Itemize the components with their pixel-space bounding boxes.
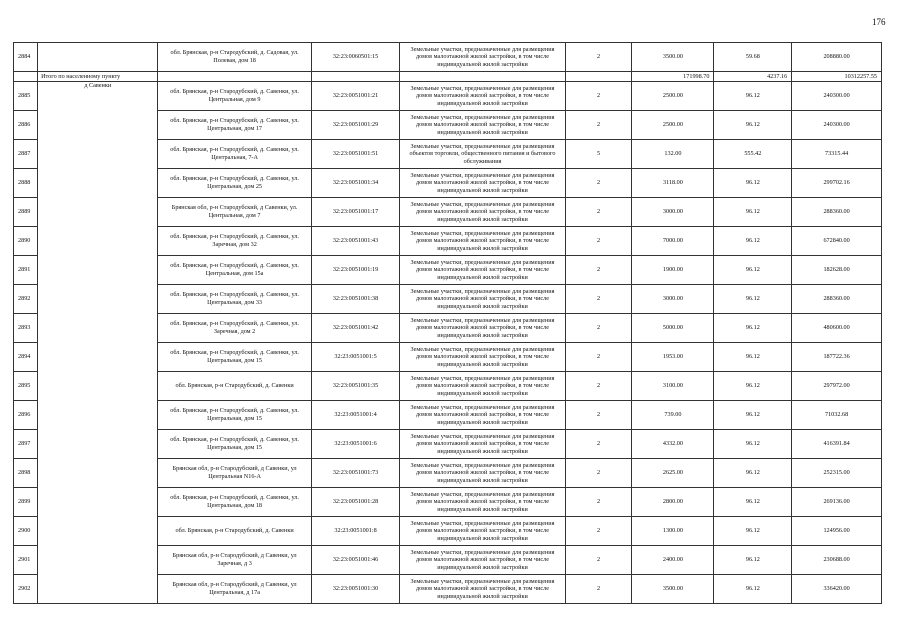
cadastral-number-cell: 32:23:0051001:42 [311, 314, 400, 343]
area-cell: 1953.00 [632, 343, 714, 372]
row-number: 2902 [14, 575, 38, 604]
value-cell: 240300.00 [792, 82, 882, 111]
purpose-cell: Земельные участки, предназначенные для размещения домов малоэтажной жилой застройки, в том числе индивидуальной жилой застройки [400, 401, 565, 430]
address-cell: Брянская обл, р-н Стародубский, д Савенки, ул. Центральная, дом 7 [158, 198, 311, 227]
value-cell: 416391.84 [792, 430, 882, 459]
cadastral-number-cell: 32:23:0051001:73 [311, 459, 400, 488]
value-cell: 480600.00 [792, 314, 882, 343]
address-cell: обл. Брянская, р-н Стародубский, д. Савенки, ул. Центральная, дом 15 [158, 401, 311, 430]
purpose-cell: Земельные участки, предназначенные для размещения домов малоэтажной жилой застройки, в том числе индивидуальной жилой застройки [400, 546, 565, 575]
locality-cell [38, 43, 158, 72]
row-number: 2886 [14, 111, 38, 140]
group-cell: 2 [565, 488, 632, 517]
address-cell: обл. Брянская, р-н Стародубский, д. Савенки, ул. Центральная, дом 33 [158, 285, 311, 314]
group-cell: 2 [565, 227, 632, 256]
rate-cell: 96.12 [714, 488, 792, 517]
group-cell: 2 [565, 43, 632, 72]
row-number: 2889 [14, 198, 38, 227]
row-number: 2894 [14, 343, 38, 372]
group-cell: 2 [565, 517, 632, 546]
total-label: Итого по населенному пункту [38, 72, 158, 82]
group-cell: 2 [565, 343, 632, 372]
cadastral-number-cell: 32:23:0051001:46 [311, 546, 400, 575]
value-cell: 269136.00 [792, 488, 882, 517]
value-cell: 187722.36 [792, 343, 882, 372]
rate-cell: 96.12 [714, 517, 792, 546]
cadastral-value-table [13, 42, 882, 604]
value-cell: 336420.00 [792, 575, 882, 604]
row-number: 2892 [14, 285, 38, 314]
total-empty-cell [400, 72, 565, 82]
rate-cell: 555.42 [714, 140, 792, 169]
group-cell: 2 [565, 285, 632, 314]
purpose-cell: Земельные участки, предназначенные для размещения домов малоэтажной жилой застройки, в том числе индивидуальной жилой застройки [400, 372, 565, 401]
page-number: 176 [872, 17, 886, 27]
purpose-cell: Земельные участки, предназначенные для размещения домов малоэтажной жилой застройки, в том числе индивидуальной жилой застройки [400, 227, 565, 256]
area-cell: 2400.00 [632, 546, 714, 575]
value-cell: 299702.16 [792, 169, 882, 198]
rate-cell: 96.12 [714, 372, 792, 401]
group-cell: 2 [565, 111, 632, 140]
total-empty-cell [311, 72, 400, 82]
address-cell: обл. Брянская, р-н Стародубский, д. Савенки, ул. Центральная, 7-А [158, 140, 311, 169]
rate-cell: 96.12 [714, 169, 792, 198]
purpose-cell: Земельные участки, предназначенные для размещения домов малоэтажной жилой застройки, в том числе индивидуальной жилой застройки [400, 459, 565, 488]
address-cell: обл. Брянская, р-н Стародубский, д. Савенки, ул. Центральная, дом 15а [158, 256, 311, 285]
value-cell: 71032.68 [792, 401, 882, 430]
table-row [14, 43, 882, 72]
value-cell: 240300.00 [792, 111, 882, 140]
row-number: 2887 [14, 140, 38, 169]
area-cell: 3500.00 [632, 575, 714, 604]
address-cell: обл. Брянская, р-н Стародубский, д. Савенки, ул. Центральная, дом 9 [158, 82, 311, 111]
value-cell: 208880.00 [792, 43, 882, 72]
rate-cell: 96.12 [714, 256, 792, 285]
rate-cell: 59.68 [714, 43, 792, 72]
row-number: 2888 [14, 169, 38, 198]
rate-cell: 96.12 [714, 459, 792, 488]
address-cell: обл. Брянская, р-н Стародубский, д. Савенки, ул. Заречная, дом 32 [158, 227, 311, 256]
area-cell: 739.00 [632, 401, 714, 430]
area-cell: 7000.00 [632, 227, 714, 256]
rate-cell: 96.12 [714, 82, 792, 111]
purpose-cell: Земельные участки, предназначенные для размещения домов малоэтажной жилой застройки, в том числе индивидуальной жилой застройки [400, 256, 565, 285]
row-number: 2891 [14, 256, 38, 285]
area-cell: 4332.00 [632, 430, 714, 459]
area-cell: 1300.00 [632, 517, 714, 546]
area-cell: 3118.00 [632, 169, 714, 198]
cadastral-number-cell: 32:23:0051001:35 [311, 372, 400, 401]
address-cell: обл. Брянская, р-н Стародубский, д. Садовая, ул. Полевая, дом 18 [158, 43, 311, 72]
cadastral-number-cell: 32:23:0051001:29 [311, 111, 400, 140]
cadastral-number-cell: 32:23:0051001:38 [311, 285, 400, 314]
purpose-cell: Земельные участки, предназначенные для размещения домов малоэтажной жилой застройки, в том числе индивидуальной жилой застройки [400, 517, 565, 546]
purpose-cell: Земельные участки, предназначенные для размещения домов малоэтажной жилой застройки, в том числе индивидуальной жилой застройки [400, 169, 565, 198]
total-area: 171998.70 [632, 72, 714, 82]
table-row [14, 82, 882, 111]
group-cell: 2 [565, 459, 632, 488]
group-cell: 2 [565, 169, 632, 198]
address-cell: обл. Брянская, р-н Стародубский, д. Савенки, ул. Центральная, дом 17 [158, 111, 311, 140]
value-cell: 288360.00 [792, 198, 882, 227]
cadastral-number-cell: 32:23:0051001:43 [311, 227, 400, 256]
area-cell: 1900.00 [632, 256, 714, 285]
row-number: 2895 [14, 372, 38, 401]
group-cell: 5 [565, 140, 632, 169]
area-cell: 5000.00 [632, 314, 714, 343]
value-cell: 297972.00 [792, 372, 882, 401]
group-cell: 2 [565, 314, 632, 343]
value-cell: 288360.00 [792, 285, 882, 314]
purpose-cell: Земельные участки, предназначенные для размещения домов малоэтажной жилой застройки, в том числе индивидуальной жилой застройки [400, 198, 565, 227]
total-empty-cell [565, 72, 632, 82]
rate-cell: 96.12 [714, 227, 792, 256]
row-number: 2884 [14, 43, 38, 72]
area-cell: 2800.00 [632, 488, 714, 517]
group-cell: 2 [565, 198, 632, 227]
rate-cell: 96.12 [714, 430, 792, 459]
row-number: 2900 [14, 517, 38, 546]
cadastral-number-cell: 32:23:0051001:8 [311, 517, 400, 546]
rate-cell: 96.12 [714, 401, 792, 430]
address-cell: обл. Брянская, р-н Стародубский, д. Савенки [158, 517, 311, 546]
purpose-cell: Земельные участки, предназначенные для размещения домов малоэтажной жилой застройки, в том числе индивидуальной жилой застройки [400, 285, 565, 314]
area-cell: 2500.00 [632, 82, 714, 111]
rate-cell: 96.12 [714, 285, 792, 314]
address-cell: обл. Брянская, р-н Стародубский, д. Савенки, ул. Центральная, дом 15 [158, 430, 311, 459]
cadastral-number-cell: 32:23:0060501:15 [311, 43, 400, 72]
purpose-cell: Земельные участки, предназначенные для размещения домов малоэтажной жилой застройки, в том числе индивидуальной жилой застройки [400, 82, 565, 111]
group-cell: 2 [565, 256, 632, 285]
address-cell: обл. Брянская, р-н Стародубский, д. Савенки, ул. Заречная, дом 2 [158, 314, 311, 343]
address-cell: обл. Брянская, р-н Стародубский, д. Савенки, ул. Центральная, дом 18 [158, 488, 311, 517]
purpose-cell: Земельные участки, предназначенные для размещения домов малоэтажной жилой застройки, в том числе индивидуальной жилой застройки [400, 488, 565, 517]
purpose-cell: Земельные участки, предназначенные для размещения домов малоэтажной жилой застройки, в том числе индивидуальной жилой застройки [400, 111, 565, 140]
rate-cell: 96.12 [714, 575, 792, 604]
rate-cell: 96.12 [714, 111, 792, 140]
row-number: 2885 [14, 82, 38, 111]
purpose-cell: Земельные участки, предназначенные для размещения домов малоэтажной жилой застройки, в том числе индивидуальной жилой застройки [400, 314, 565, 343]
value-cell: 252315.00 [792, 459, 882, 488]
group-cell: 2 [565, 575, 632, 604]
address-cell: обл. Брянская, р-н Стародубский, д. Савенки, ул. Центральная, дом 15 [158, 343, 311, 372]
row-number: 2898 [14, 459, 38, 488]
value-cell: 182628.00 [792, 256, 882, 285]
address-cell: обл. Брянская, р-н Стародубский, д. Савенки [158, 372, 311, 401]
area-cell: 132.00 [632, 140, 714, 169]
address-cell: Брянская обл, р-н Стародубский, д Савенки, ул Заречная, д 3 [158, 546, 311, 575]
rate-cell: 96.12 [714, 343, 792, 372]
address-cell: Брянская обл, р-н Стародубский, д Савенки, ул Центральная, д 17а [158, 575, 311, 604]
cadastral-number-cell: 32:23:0051001:51 [311, 140, 400, 169]
row-number: 2890 [14, 227, 38, 256]
value-cell: 124956.00 [792, 517, 882, 546]
row-number: 2893 [14, 314, 38, 343]
total-value: 10312257.55 [792, 72, 882, 82]
total-empty-cell [158, 72, 311, 82]
group-cell: 2 [565, 82, 632, 111]
cadastral-number-cell: 32:23:0051001:21 [311, 82, 400, 111]
address-cell: обл. Брянская, р-н Стародубский, д. Савенки, ул. Центральная, дом 25 [158, 169, 311, 198]
purpose-cell: Земельные участки, предназначенные для размещения объектов торговли, общественного питания и бытового обслуживания [400, 140, 565, 169]
purpose-cell: Земельные участки, предназначенные для размещения домов малоэтажной жилой застройки, в том числе индивидуальной жилой застройки [400, 43, 565, 72]
group-cell: 2 [565, 546, 632, 575]
purpose-cell: Земельные участки, предназначенные для размещения домов малоэтажной жилой застройки, в том числе индивидуальной жилой застройки [400, 575, 565, 604]
group-cell: 2 [565, 401, 632, 430]
cadastral-number-cell: 32:23:0051001:28 [311, 488, 400, 517]
group-cell: 2 [565, 372, 632, 401]
area-cell: 3500.00 [632, 43, 714, 72]
row-number: 2899 [14, 488, 38, 517]
rate-cell: 96.12 [714, 198, 792, 227]
group-cell: 2 [565, 430, 632, 459]
cadastral-number-cell: 32:23:0051001:4 [311, 401, 400, 430]
value-cell: 73315.44 [792, 140, 882, 169]
total-row [14, 72, 882, 82]
area-cell: 3000.00 [632, 198, 714, 227]
address-cell: Брянская обл, р-н Стародубский, д Савенки, ул Центральная N16-А [158, 459, 311, 488]
value-cell: 230688.00 [792, 546, 882, 575]
row-number: 2897 [14, 430, 38, 459]
purpose-cell: Земельные участки, предназначенные для размещения домов малоэтажной жилой застройки, в том числе индивидуальной жилой застройки [400, 430, 565, 459]
value-cell: 672840.00 [792, 227, 882, 256]
area-cell: 2625.00 [632, 459, 714, 488]
cadastral-number-cell: 32:23:0051001:30 [311, 575, 400, 604]
cadastral-number-cell: 32:23:0051001:5 [311, 343, 400, 372]
area-cell: 3100.00 [632, 372, 714, 401]
cadastral-number-cell: 32:23:0051001:19 [311, 256, 400, 285]
area-cell: 3000.00 [632, 285, 714, 314]
rate-cell: 96.12 [714, 546, 792, 575]
total-empty-cell [14, 72, 38, 82]
row-number: 2901 [14, 546, 38, 575]
locality-cell: д Савенки [38, 82, 158, 604]
total-rate: 4237.16 [714, 72, 792, 82]
rate-cell: 96.12 [714, 314, 792, 343]
area-cell: 2500.00 [632, 111, 714, 140]
purpose-cell: Земельные участки, предназначенные для размещения домов малоэтажной жилой застройки, в том числе индивидуальной жилой застройки [400, 343, 565, 372]
row-number: 2896 [14, 401, 38, 430]
cadastral-number-cell: 32:23:0051001:17 [311, 198, 400, 227]
cadastral-number-cell: 32:23:0051001:6 [311, 430, 400, 459]
cadastral-number-cell: 32:23:0051001:34 [311, 169, 400, 198]
